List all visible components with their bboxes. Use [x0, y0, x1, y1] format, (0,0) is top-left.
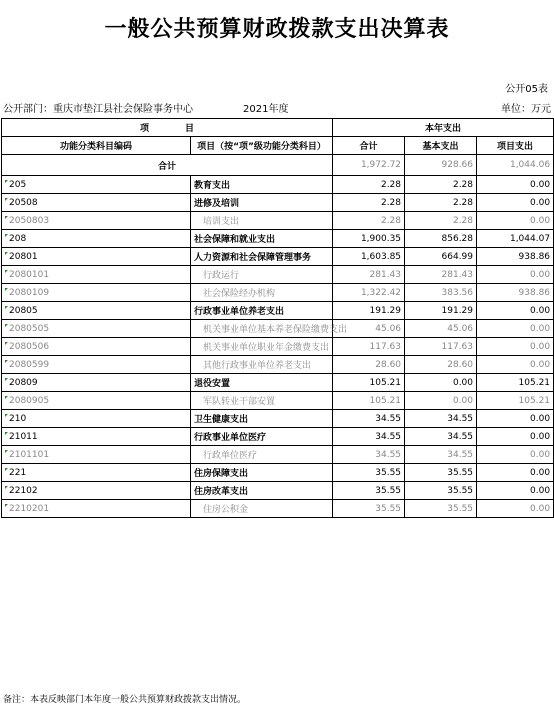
basic-cell: 2.28 [405, 194, 477, 212]
project-cell: 0.00 [477, 500, 554, 518]
code-text: 2080505 [9, 323, 50, 334]
code-text: 210 [9, 413, 27, 424]
code-text: 20809 [9, 377, 38, 388]
total-row [2, 155, 554, 176]
code-text: 20801 [9, 251, 38, 262]
total-cell: 34.55 [333, 410, 405, 428]
project-cell: 105.21 [477, 392, 554, 410]
total-cell: 34.55 [333, 428, 405, 446]
code-cell [2, 410, 191, 428]
cell-marker-icon [5, 288, 8, 291]
basic-cell: 35.55 [405, 482, 477, 500]
code-cell [2, 374, 191, 392]
cell-marker-icon [5, 414, 8, 417]
total-cell: 1,900.35 [333, 230, 405, 248]
project-cell: 0.00 [477, 428, 554, 446]
total-basic: 928.66 [405, 155, 477, 176]
code-text: 20805 [9, 305, 38, 316]
code-text: 2080905 [9, 395, 50, 406]
basic-cell: 2.28 [405, 212, 477, 230]
cell-marker-icon [5, 468, 8, 471]
total-sum: 1,972.72 [333, 155, 405, 176]
code-cell [2, 446, 191, 464]
total-cell: 281.43 [333, 266, 405, 284]
basic-cell: 117.63 [405, 338, 477, 356]
basic-cell: 0.00 [405, 392, 477, 410]
table-row [2, 428, 554, 446]
total-cell: 1,603.85 [333, 248, 405, 266]
basic-cell: 0.00 [405, 374, 477, 392]
code-cell [2, 500, 191, 518]
total-cell: 1,322.42 [333, 284, 405, 302]
name-cell: 军队转业干部安置 [191, 392, 333, 410]
cell-marker-icon [5, 234, 8, 237]
name-cell: 行政运行 [191, 266, 333, 284]
code-text: 21011 [9, 431, 38, 442]
table-row [2, 194, 554, 212]
basic-cell: 664.99 [405, 248, 477, 266]
cell-marker-icon [5, 216, 8, 219]
basic-cell: 34.55 [405, 410, 477, 428]
project-cell: 0.00 [477, 464, 554, 482]
basic-cell: 383.56 [405, 284, 477, 302]
cell-marker-icon [5, 342, 8, 345]
table-row [2, 374, 554, 392]
cell-marker-icon [5, 180, 8, 183]
name-cell: 进修及培训 [191, 194, 333, 212]
name-cell: 住房保障支出 [191, 464, 333, 482]
code-text: 20508 [9, 197, 38, 208]
name-cell: 机关事业单位职业年金缴费支出 [191, 338, 333, 356]
basic-column-header: 基本支出 [405, 137, 477, 155]
total-cell: 2.28 [333, 176, 405, 194]
table-row [2, 446, 554, 464]
total-cell: 105.21 [333, 374, 405, 392]
cell-marker-icon [5, 360, 8, 363]
name-cell: 人力资源和社会保障管理事务 [191, 248, 333, 266]
cell-marker-icon [5, 396, 8, 399]
name-cell: 卫生健康支出 [191, 410, 333, 428]
code-cell [2, 482, 191, 500]
name-cell: 住房改革支出 [191, 482, 333, 500]
total-cell: 28.60 [333, 356, 405, 374]
project-column-header: 项目支出 [477, 137, 554, 155]
name-cell: 机关事业单位基本养老保险缴费支出 [191, 320, 333, 338]
code-cell [2, 266, 191, 284]
cell-marker-icon [5, 270, 8, 273]
code-cell [2, 248, 191, 266]
total-cell: 35.55 [333, 464, 405, 482]
department-label: 公开部门：重庆市垫江县社会保险事务中心 [3, 104, 193, 115]
cell-marker-icon [5, 306, 8, 309]
total-cell: 45.06 [333, 320, 405, 338]
code-text: 2210201 [9, 503, 50, 514]
table-row [2, 302, 554, 320]
code-text: 2050803 [9, 215, 50, 226]
table-row [2, 482, 554, 500]
project-cell: 0.00 [477, 338, 554, 356]
code-text: 205 [9, 179, 27, 190]
total-cell: 117.63 [333, 338, 405, 356]
table-row [2, 500, 554, 518]
cell-marker-icon [5, 504, 8, 507]
cell-marker-icon [5, 450, 8, 453]
unit-label: 单位：万元 [501, 104, 551, 115]
name-cell: 教育支出 [191, 176, 333, 194]
basic-cell: 35.55 [405, 464, 477, 482]
name-column-header: 项目（按“项”级功能分类科目） [191, 137, 333, 155]
total-column-header: 合计 [333, 137, 405, 155]
project-cell: 0.00 [477, 176, 554, 194]
basic-cell: 35.55 [405, 500, 477, 518]
name-cell: 社会保障和就业支出 [191, 230, 333, 248]
code-text: 2101101 [9, 449, 50, 460]
table-row [2, 356, 554, 374]
code-column-header: 功能分类科目编码 [2, 137, 191, 155]
table-row [2, 410, 554, 428]
table-row [2, 176, 554, 194]
page-title: 一般公共预算财政拨款支出决算表 [104, 17, 450, 42]
project-cell: 938.86 [477, 248, 554, 266]
project-cell: 1,044.07 [477, 230, 554, 248]
basic-cell: 2.28 [405, 176, 477, 194]
table-row [2, 320, 554, 338]
code-text: 22102 [9, 485, 38, 496]
basic-cell: 34.55 [405, 428, 477, 446]
expenditure-table [1, 118, 554, 518]
name-cell: 行政事业单位养老支出 [191, 302, 333, 320]
basic-cell: 191.29 [405, 302, 477, 320]
total-cell: 191.29 [333, 302, 405, 320]
project-cell: 0.00 [477, 410, 554, 428]
code-cell [2, 230, 191, 248]
total-cell: 34.55 [333, 446, 405, 464]
name-cell: 住房公积金 [191, 500, 333, 518]
code-cell [2, 338, 191, 356]
table-row [2, 212, 554, 230]
project-cell: 0.00 [477, 212, 554, 230]
project-cell: 0.00 [477, 320, 554, 338]
code-text: 2080109 [9, 287, 50, 298]
year-label: 2021年度 [243, 104, 289, 115]
code-cell [2, 392, 191, 410]
table-row [2, 230, 554, 248]
table-row [2, 284, 554, 302]
total-cell: 35.55 [333, 500, 405, 518]
code-text: 2080101 [9, 269, 50, 280]
name-cell: 行政事业单位医疗 [191, 428, 333, 446]
table-row [2, 464, 554, 482]
code-cell [2, 284, 191, 302]
project-cell: 938.86 [477, 284, 554, 302]
code-cell [2, 464, 191, 482]
code-text: 221 [9, 467, 27, 478]
cell-marker-icon [5, 378, 8, 381]
total-project: 1,044.06 [477, 155, 554, 176]
total-label: 合计 [2, 155, 333, 176]
total-cell: 105.21 [333, 392, 405, 410]
total-cell: 2.28 [333, 212, 405, 230]
table-row [2, 338, 554, 356]
cell-marker-icon [5, 252, 8, 255]
project-cell: 105.21 [477, 374, 554, 392]
code-cell [2, 320, 191, 338]
cell-marker-icon [5, 324, 8, 327]
code-cell [2, 176, 191, 194]
cell-marker-icon [5, 486, 8, 489]
code-text: 2080599 [9, 359, 50, 370]
name-cell: 退役安置 [191, 374, 333, 392]
project-cell: 0.00 [477, 302, 554, 320]
footnote: 备注：本表反映部门本年度一般公共预算财政拨款支出情况。 [3, 695, 247, 705]
code-cell [2, 356, 191, 374]
project-cell: 0.00 [477, 266, 554, 284]
total-cell: 35.55 [333, 482, 405, 500]
report-meta [3, 100, 551, 116]
project-cell: 0.00 [477, 482, 554, 500]
total-cell: 2.28 [333, 194, 405, 212]
code-cell [2, 428, 191, 446]
table-row [2, 392, 554, 410]
code-cell [2, 194, 191, 212]
code-cell [2, 212, 191, 230]
name-cell: 行政单位医疗 [191, 446, 333, 464]
project-cell: 0.00 [477, 194, 554, 212]
code-cell [2, 302, 191, 320]
basic-cell: 34.55 [405, 446, 477, 464]
name-cell: 其他行政事业单位养老支出 [191, 356, 333, 374]
basic-cell: 45.06 [405, 320, 477, 338]
table-code: 公开05表 [505, 84, 548, 95]
current-year-header: 本年支出 [333, 119, 554, 137]
item-header: 项 目 [2, 119, 333, 137]
basic-cell: 281.43 [405, 266, 477, 284]
project-cell: 0.00 [477, 356, 554, 374]
table-row [2, 266, 554, 284]
project-cell: 0.00 [477, 446, 554, 464]
name-cell: 社会保险经办机构 [191, 284, 333, 302]
table-row [2, 248, 554, 266]
cell-marker-icon [5, 198, 8, 201]
table-body [2, 155, 554, 518]
code-text: 208 [9, 233, 27, 244]
basic-cell: 28.60 [405, 356, 477, 374]
name-cell: 培训支出 [191, 212, 333, 230]
basic-cell: 856.28 [405, 230, 477, 248]
code-text: 2080506 [9, 341, 50, 352]
cell-marker-icon [5, 432, 8, 435]
